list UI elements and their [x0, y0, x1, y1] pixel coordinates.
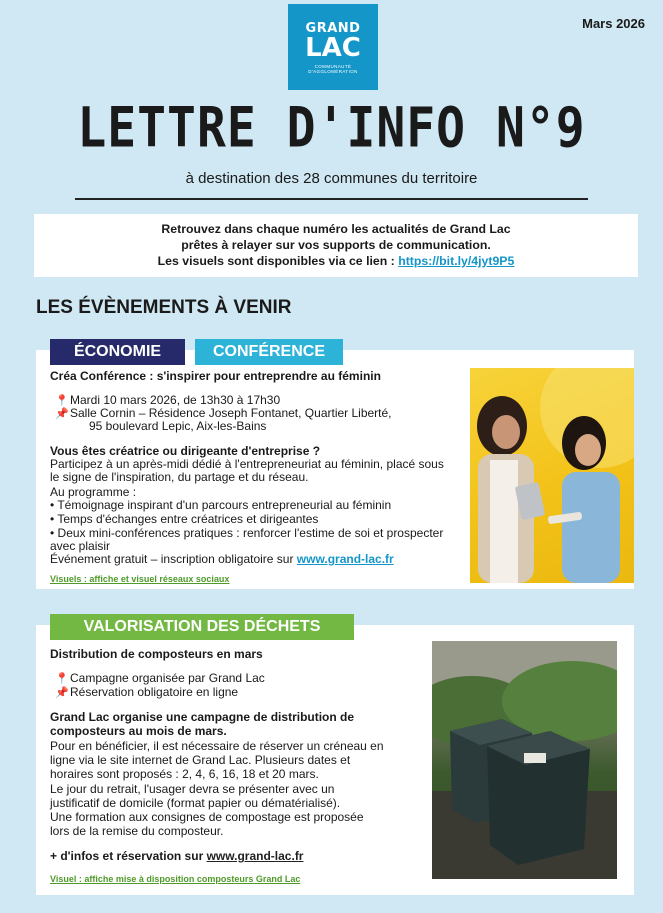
composters-illustration: [432, 641, 617, 879]
section-title: LES ÉVÈNEMENTS À VENIR: [36, 297, 292, 318]
event2-body5: justificatif de domicile (format papier ou dématérialisé).: [50, 796, 341, 810]
event2-item2-row: [54, 686, 238, 700]
event1-grand-lac-link[interactable]: www.grand-lac.fr: [296, 552, 394, 566]
event1-registration: [50, 553, 394, 566]
event2-item2: Réservation obligatoire en ligne: [70, 685, 239, 699]
event2-body4: Le jour du retrait, l'usager devra se présenter avec un: [50, 782, 335, 796]
event1-question: Vous êtes créatrice ou dirigeante d'entreprise ?: [50, 444, 321, 458]
intro-line3-prefix: Les visuels sont disponibles via ce lien :: [157, 254, 399, 268]
event2-heading: Distribution de composteurs en mars: [50, 647, 263, 661]
event1-bullet3a: • Deux mini-conférences pratiques : renforcer l'estime de soi et prospecter: [50, 526, 444, 540]
page-title: LETTRE D'INFO N°9: [77, 95, 586, 161]
map-pin-icon: 📍: [55, 395, 69, 407]
event2-body6: Une formation aux consignes de compostage est proposée: [50, 810, 364, 824]
title-divider: [75, 198, 588, 200]
event1-body2: le signe de l'inspiration, du partage et du réseau.: [50, 470, 309, 484]
event1-bullet2: • Temps d'échanges entre créatrices et dirigeantes: [50, 512, 319, 526]
tag-conference: CONFÉRENCE: [195, 339, 343, 365]
two-women-illustration: [470, 368, 634, 583]
issue-date: Mars 2026: [582, 16, 645, 31]
logo-line2: LAC: [305, 33, 361, 63]
event2-lead2: composteurs au mois de mars.: [50, 724, 227, 738]
event2-visuals-link[interactable]: Visuel : affiche mise à disposition composteurs Grand Lac: [50, 874, 301, 884]
event1-heading: Créa Conférence : s'inspirer pour entreprendre au féminin: [50, 369, 381, 383]
pushpin-icon: 📌: [55, 687, 69, 699]
event2-more-info: [50, 850, 303, 863]
pushpin-icon: 📌: [55, 408, 69, 420]
event1-bullet1: • Témoignage inspirant d'un parcours entrepreneurial au féminin: [50, 498, 392, 512]
event2-item1-row: [54, 672, 265, 686]
page-subtitle: à destination des 28 communes du territoire: [185, 170, 478, 187]
tag-economie: ÉCONOMIE: [50, 339, 185, 365]
event1-free-prefix: Événement gratuit – inscription obligatoire sur: [50, 552, 297, 566]
event1-program: Au programme :: [50, 485, 137, 499]
conference-photo: [470, 368, 634, 583]
logo-line3: COMMUNAUTÉ: [314, 64, 352, 69]
visuals-link[interactable]: https://bit.ly/4jyt9P5: [398, 254, 515, 268]
event2-body1: Pour en bénéficier, il est nécessaire de réserver un créneau en: [50, 739, 384, 753]
grand-lac-logo: [288, 4, 378, 90]
logo-line4: D'AGGLOMÉRATION: [308, 69, 358, 74]
map-pin-icon: 📍: [55, 673, 69, 685]
event1-place1: Salle Cornin – Résidence Joseph Fontanet, Quartier Liberté,: [70, 406, 392, 420]
event1-visuals-link[interactable]: Visuels : affiche et visuel réseaux sociaux: [50, 574, 230, 584]
event2-lead1: Grand Lac organise une campagne de distribution de: [50, 710, 355, 724]
event2-body3: horaires sont proposés : 2, 4, 6, 16, 18 et 20 mars.: [50, 767, 319, 781]
event2-more-prefix: + d'infos et réservation sur: [50, 849, 207, 863]
composteurs-photo: [432, 641, 617, 879]
event1-bullet3b: avec plaisir: [50, 539, 111, 553]
event1-body1: Participez à un après-midi dédié à l'entrepreneuriat au féminin, placé sous: [50, 457, 444, 471]
intro-line2: prêtes à relayer sur vos supports de communication.: [181, 238, 491, 252]
event1-place2: 95 boulevard Lepic, Aix-les-Bains: [89, 419, 267, 433]
logo-line1: GRAND: [305, 21, 361, 36]
intro-line1: Retrouvez dans chaque numéro les actualités de Grand Lac: [161, 222, 511, 236]
intro-line3: [34, 253, 638, 269]
intro-box: [34, 214, 638, 277]
event2-grand-lac-link[interactable]: www.grand-lac.fr: [206, 849, 304, 863]
event2-body7: lors de la remise du composteur.: [50, 824, 224, 838]
event1-date: Mardi 10 mars 2026, de 13h30 à 17h30: [70, 393, 281, 407]
event2-body2: ligne via le site internet de Grand Lac. Plusieurs dates et: [50, 753, 351, 767]
tag-valorisation-dechets: VALORISATION DES DÉCHETS: [50, 614, 354, 640]
event2-item1: Campagne organisée par Grand Lac: [70, 671, 265, 685]
